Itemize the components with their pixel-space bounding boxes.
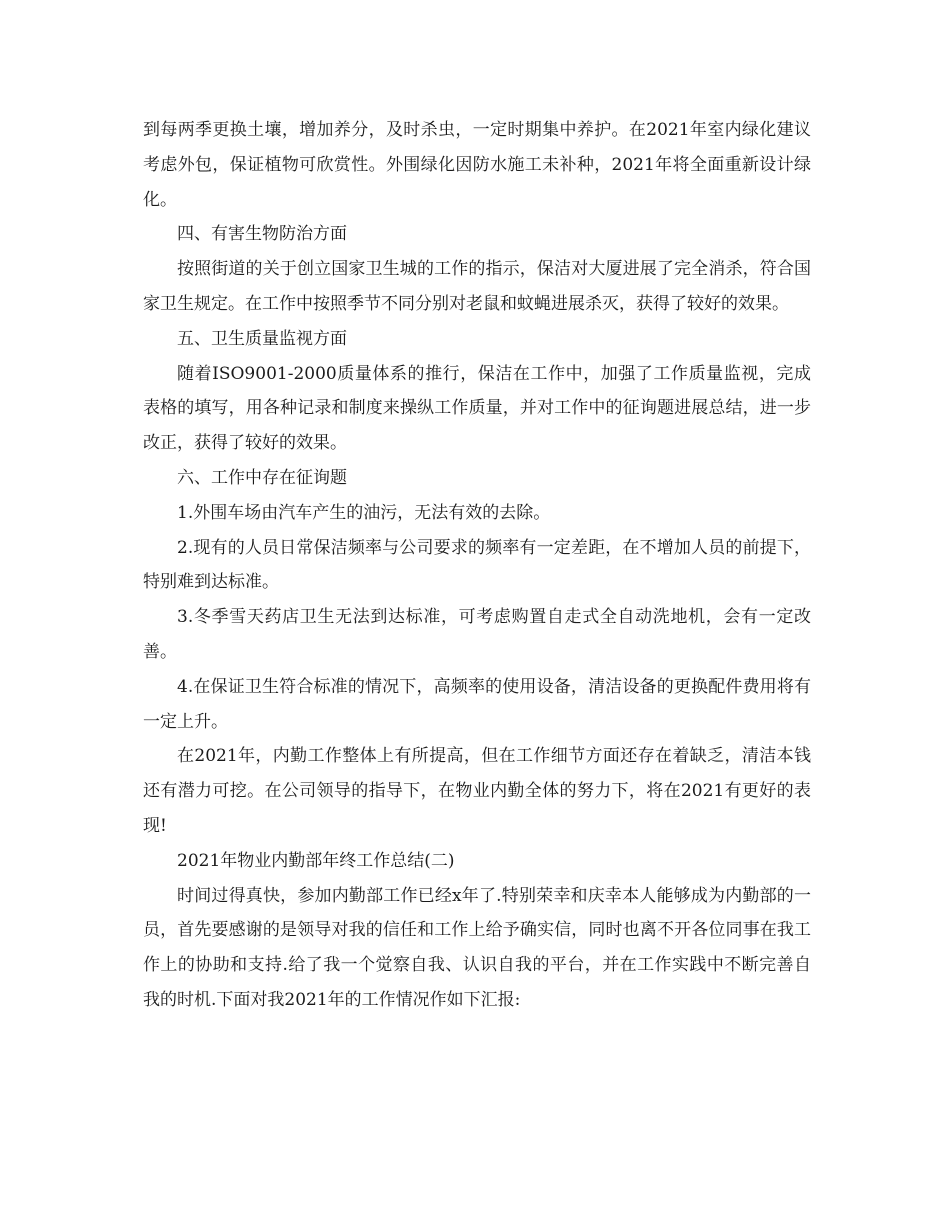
section-heading-issues: 六、工作中存在征询题 xyxy=(177,467,347,488)
document-body xyxy=(143,113,811,1018)
list-item-issue-1: 1.外围车场由汽车产生的油污，无法有效的去除。 xyxy=(177,502,551,523)
paragraph-pest-control: 按照街道的关于创立国家卫生城的工作的指示，保洁对大厦进展了完全消杀，符合国家卫生规定。在工作中按照季节不同分别对老鼠和蚊蝇进展杀灭，获得了较好的效果。 xyxy=(143,259,811,314)
section-heading-quality-monitoring: 五、卫生质量监视方面 xyxy=(177,328,347,349)
paragraph-summary: 在2021年，内勤工作整体上有所提高，但在工作细节方面还存在着缺乏，清洁本钱还有潜力可挖。在公司领导的指导下，在物业内勤全体的努力下，将在2021有更好的表现! xyxy=(143,746,811,836)
paragraph-quality-monitoring: 随着ISO9001-2000质量体系的推行，保洁在工作中，加强了工作质量监视，完成表格的填写，用各种记录和制度来操纵工作质量，并对工作中的征询题进展总结，进一步改正，获得了较好的效果。 xyxy=(143,363,811,454)
list-item-issue-4: 4.在保证卫生符合标准的情况下，高频率的使用设备，清洁设备的更换配件费用将有一定上升。 xyxy=(143,676,811,732)
list-item-issue-2: 2.现有的人员日常保洁频率与公司要求的频率有一定差距，在不增加人员的前提下，特别难到达标准。 xyxy=(143,537,811,593)
paragraph-greening-continued: 到每两季更换土壤，增加养分，及时杀虫，一定时期集中养护。在2021年室内绿化建议考虑外包，保证植物可欣赏性。外围绿化因防水施工未补种，2021年将全面重新设计绿化。 xyxy=(143,120,811,210)
section-heading-pest-control: 四、有害生物防治方面 xyxy=(177,224,347,245)
section-heading-part-two: 2021年物业内勤部年终工作总结(二) xyxy=(177,850,455,871)
list-item-issue-3: 3.冬季雪天药店卫生无法到达标准，可考虑购置自走式全自动洗地机，会有一定改善。 xyxy=(143,607,811,662)
paragraph-part-two-intro: 时间过得真快，参加内勤部工作已经x年了.特别荣幸和庆幸本人能够成为内勤部的一员，首先要感谢的是领导对我的信任和工作上给予确实信，同时也离不开各位同事在我工作上的协助和支持.给了我一个觉察自我、认识自我的平台，并在工作实践中不断完善自我的时机.下面对我2021年的工作情况作如下汇报: xyxy=(143,885,811,1010)
